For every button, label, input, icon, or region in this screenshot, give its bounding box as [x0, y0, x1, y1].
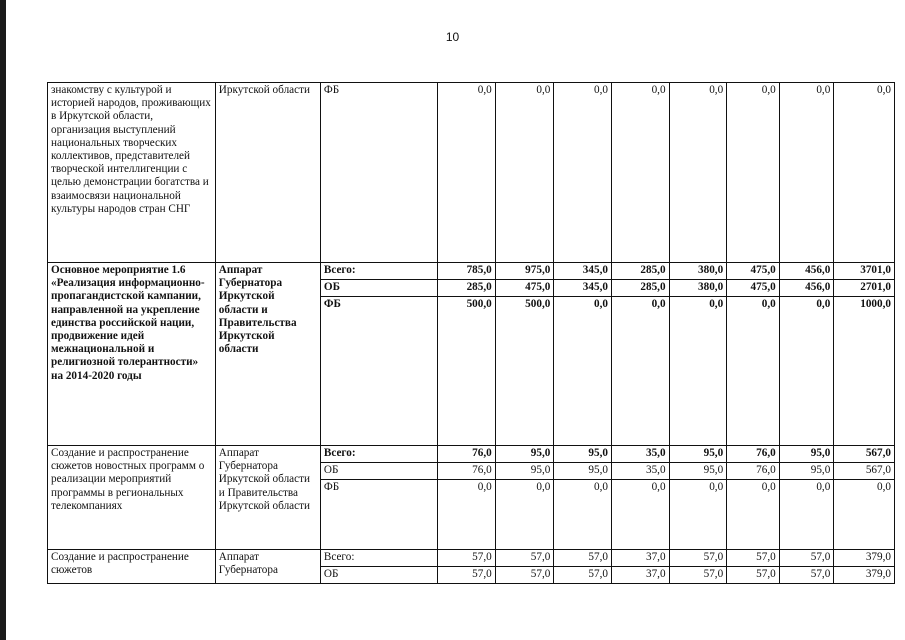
amount-cell: 475,0: [727, 263, 780, 280]
executor-name: Аппарат Губернатора Иркутской области и Правительства Иркутской области: [215, 263, 320, 446]
amount-cell: 380,0: [669, 280, 727, 297]
executor-name: Аппарат Губернатора Иркутской области и Правительства Иркутской области: [215, 446, 320, 550]
amount-cell: 0,0: [438, 83, 496, 263]
scan-edge: [0, 0, 6, 640]
amount-cell: 500,0: [495, 297, 554, 446]
amount-cell: 37,0: [611, 550, 669, 567]
amount-cell: 57,0: [669, 567, 727, 584]
amount-cell: 57,0: [779, 550, 834, 567]
amount-cell: 0,0: [669, 480, 727, 550]
amount-cell: 76,0: [438, 446, 496, 463]
amount-cell: 379,0: [834, 550, 895, 567]
amount-cell: 285,0: [611, 280, 669, 297]
amount-cell: 95,0: [669, 446, 727, 463]
amount-cell: 57,0: [554, 550, 612, 567]
activity-name: Основное мероприятие 1.6 «Реализация информационно-пропагандистской кампании, направленной на укрепление единства российской нации, продвижение идей межнациональной и религиозной толерантности» на 2014-2020 годы: [48, 263, 216, 446]
amount-cell: 0,0: [611, 83, 669, 263]
amount-cell: 0,0: [554, 297, 612, 446]
amount-cell: 57,0: [495, 550, 554, 567]
amount-cell: 345,0: [554, 263, 612, 280]
amount-cell: 0,0: [834, 480, 895, 550]
amount-cell: 1000,0: [834, 297, 895, 446]
amount-cell: 37,0: [611, 567, 669, 584]
executor-name: Аппарат Губернатора: [215, 550, 320, 584]
funding-source: ФБ: [320, 83, 437, 263]
amount-cell: 0,0: [669, 297, 727, 446]
amount-cell: 567,0: [834, 446, 895, 463]
amount-cell: 285,0: [438, 280, 496, 297]
funding-source: ФБ: [320, 480, 437, 550]
table-row: [48, 550, 895, 567]
funding-source: ОБ: [320, 567, 437, 584]
amount-cell: 0,0: [438, 480, 496, 550]
amount-cell: 95,0: [779, 463, 834, 480]
amount-cell: 57,0: [495, 567, 554, 584]
amount-cell: 0,0: [495, 480, 554, 550]
amount-cell: 0,0: [554, 480, 612, 550]
amount-cell: 975,0: [495, 263, 554, 280]
amount-cell: 0,0: [611, 297, 669, 446]
amount-cell: 0,0: [611, 480, 669, 550]
amount-cell: 380,0: [669, 263, 727, 280]
amount-cell: 456,0: [779, 263, 834, 280]
amount-cell: 76,0: [727, 446, 780, 463]
budget-table: [47, 82, 895, 584]
amount-cell: 0,0: [495, 83, 554, 263]
amount-cell: 456,0: [779, 280, 834, 297]
funding-source: ОБ: [320, 280, 437, 297]
table-body: [48, 83, 895, 584]
executor-name: Иркутской области: [215, 83, 320, 263]
amount-cell: 95,0: [779, 446, 834, 463]
amount-cell: 57,0: [727, 567, 780, 584]
amount-cell: 3701,0: [834, 263, 895, 280]
amount-cell: 57,0: [779, 567, 834, 584]
amount-cell: 0,0: [727, 83, 780, 263]
amount-cell: 57,0: [669, 550, 727, 567]
amount-cell: 35,0: [611, 446, 669, 463]
amount-cell: 57,0: [554, 567, 612, 584]
amount-cell: 475,0: [727, 280, 780, 297]
page-number: 10: [445, 30, 460, 44]
amount-cell: 95,0: [554, 463, 612, 480]
amount-cell: 57,0: [438, 567, 496, 584]
amount-cell: 57,0: [727, 550, 780, 567]
amount-cell: 2701,0: [834, 280, 895, 297]
activity-name: знакомству с культурой и историей народов, проживающих в Иркутской области, организация выступлений национальных творческих коллективов, представителей творческой интеллигенции с целью демонстрации богатства и взаимосвязи национальной культуры народов стран СНГ: [48, 83, 216, 263]
funding-source: ФБ: [320, 297, 437, 446]
amount-cell: 95,0: [495, 463, 554, 480]
amount-cell: 0,0: [779, 297, 834, 446]
funding-source: ОБ: [320, 463, 437, 480]
table-row: [48, 263, 895, 280]
amount-cell: 0,0: [554, 83, 612, 263]
amount-cell: 76,0: [438, 463, 496, 480]
funding-source: Всего:: [320, 446, 437, 463]
amount-cell: 35,0: [611, 463, 669, 480]
amount-cell: 0,0: [727, 297, 780, 446]
amount-cell: 567,0: [834, 463, 895, 480]
amount-cell: 785,0: [438, 263, 496, 280]
table-row: [48, 83, 895, 263]
amount-cell: 475,0: [495, 280, 554, 297]
amount-cell: 0,0: [779, 480, 834, 550]
amount-cell: 95,0: [495, 446, 554, 463]
amount-cell: 95,0: [669, 463, 727, 480]
activity-name: Создание и распространение сюжетов новостных программ о реализации мероприятий программы в региональных телекомпаниях: [48, 446, 216, 550]
amount-cell: 345,0: [554, 280, 612, 297]
amount-cell: 500,0: [438, 297, 496, 446]
amount-cell: 285,0: [611, 263, 669, 280]
amount-cell: 95,0: [554, 446, 612, 463]
amount-cell: 0,0: [834, 83, 895, 263]
amount-cell: 379,0: [834, 567, 895, 584]
amount-cell: 76,0: [727, 463, 780, 480]
funding-source: Всего:: [320, 263, 437, 280]
amount-cell: 0,0: [779, 83, 834, 263]
funding-source: Всего:: [320, 550, 437, 567]
amount-cell: 0,0: [669, 83, 727, 263]
amount-cell: 0,0: [727, 480, 780, 550]
table-row: [48, 446, 895, 463]
amount-cell: 57,0: [438, 550, 496, 567]
activity-name: Создание и распространение сюжетов: [48, 550, 216, 584]
